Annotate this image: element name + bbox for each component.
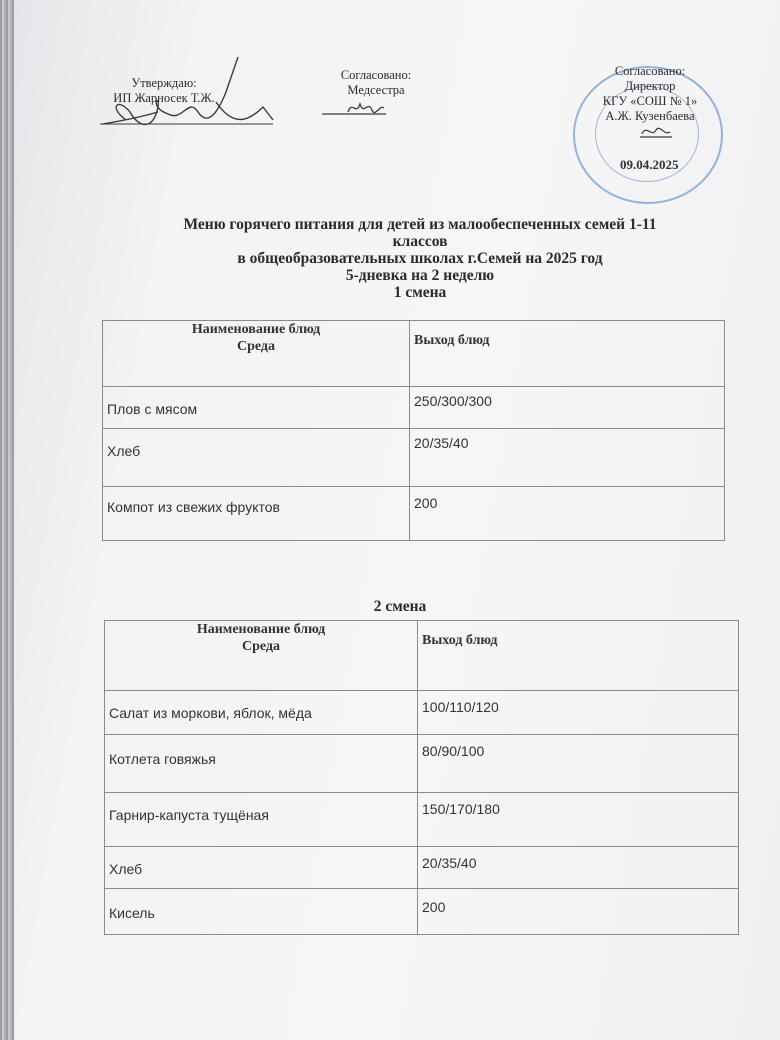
header-dish-label: Наименование блюд xyxy=(191,322,321,337)
title-line-3: в общеобразовательных школах г.Семей на 2025 год xyxy=(237,250,603,267)
signature-center xyxy=(320,94,390,120)
dish-name: Салат из моркови, яблок, мёда xyxy=(105,691,418,735)
dish-name: Плов с мясом xyxy=(103,387,410,429)
header-dish xyxy=(103,321,410,387)
approval-right xyxy=(590,64,710,124)
dish-yield: 200 xyxy=(410,487,725,541)
dish-yield: 20/35/40 xyxy=(418,847,739,889)
title-line-2: классов xyxy=(392,233,448,250)
approval-left-label: Утверждаю: xyxy=(131,76,197,90)
approval-date: 09.04.2025 xyxy=(620,157,679,172)
table-row xyxy=(103,429,725,487)
dish-name: Компот из свежих фруктов xyxy=(103,487,410,541)
approval-right-org: КГУ «СОШ № 1» xyxy=(602,94,698,108)
shift-2-label: 2 смена xyxy=(373,598,427,615)
approval-right-label: Согласовано: xyxy=(614,64,686,78)
header-yield: Выход блюд xyxy=(410,321,725,387)
table-row xyxy=(105,735,739,793)
table-row xyxy=(103,487,725,541)
title-line-1: Меню горячего питания для детей из малообеспеченных семей 1-11 xyxy=(183,216,657,233)
approval-center-role: Медсестра xyxy=(347,83,405,97)
dish-name: Хлеб xyxy=(105,847,418,889)
table-row xyxy=(105,691,739,735)
table-row xyxy=(103,387,725,429)
dish-name: Хлеб xyxy=(103,429,410,487)
dish-name: Гарнир-капуста тущёная xyxy=(105,793,418,847)
approval-left-name: ИП Жарносек Т.Ж. xyxy=(113,91,215,105)
dish-yield: 150/170/180 xyxy=(418,793,739,847)
approval-center-label: Согласовано: xyxy=(340,68,412,82)
signature-left xyxy=(98,52,278,142)
dish-yield: 20/35/40 xyxy=(410,429,725,487)
approval-right-role: Директор xyxy=(624,79,676,93)
menu-table-shift-2 xyxy=(104,620,739,935)
dish-yield: 250/300/300 xyxy=(410,387,725,429)
header-dish xyxy=(105,621,418,691)
header-day: Среда xyxy=(236,339,275,354)
dish-name: Котлета говяжья xyxy=(105,735,418,793)
dish-name: Кисель xyxy=(105,889,418,935)
signature-right xyxy=(636,120,676,142)
menu-table-shift-1 xyxy=(102,320,725,541)
header-day: Среда xyxy=(241,639,280,654)
header-dish-label: Наименование блюд xyxy=(196,622,326,637)
shift-1-label: 1 смена xyxy=(393,284,447,301)
table-row xyxy=(105,889,739,935)
table-row xyxy=(105,793,739,847)
table-row xyxy=(105,847,739,889)
table-header-row xyxy=(103,321,725,387)
paper-edge xyxy=(0,0,14,1040)
document-title xyxy=(100,216,740,301)
dish-yield: 100/110/120 xyxy=(418,691,739,735)
dish-yield: 80/90/100 xyxy=(418,735,739,793)
approval-right-name: А.Ж. Кузенбаева xyxy=(605,109,695,123)
table-header-row xyxy=(105,621,739,691)
header-yield: Выход блюд xyxy=(418,621,739,691)
title-line-4: 5-дневка на 2 неделю xyxy=(345,267,495,284)
dish-yield: 200 xyxy=(418,889,739,935)
